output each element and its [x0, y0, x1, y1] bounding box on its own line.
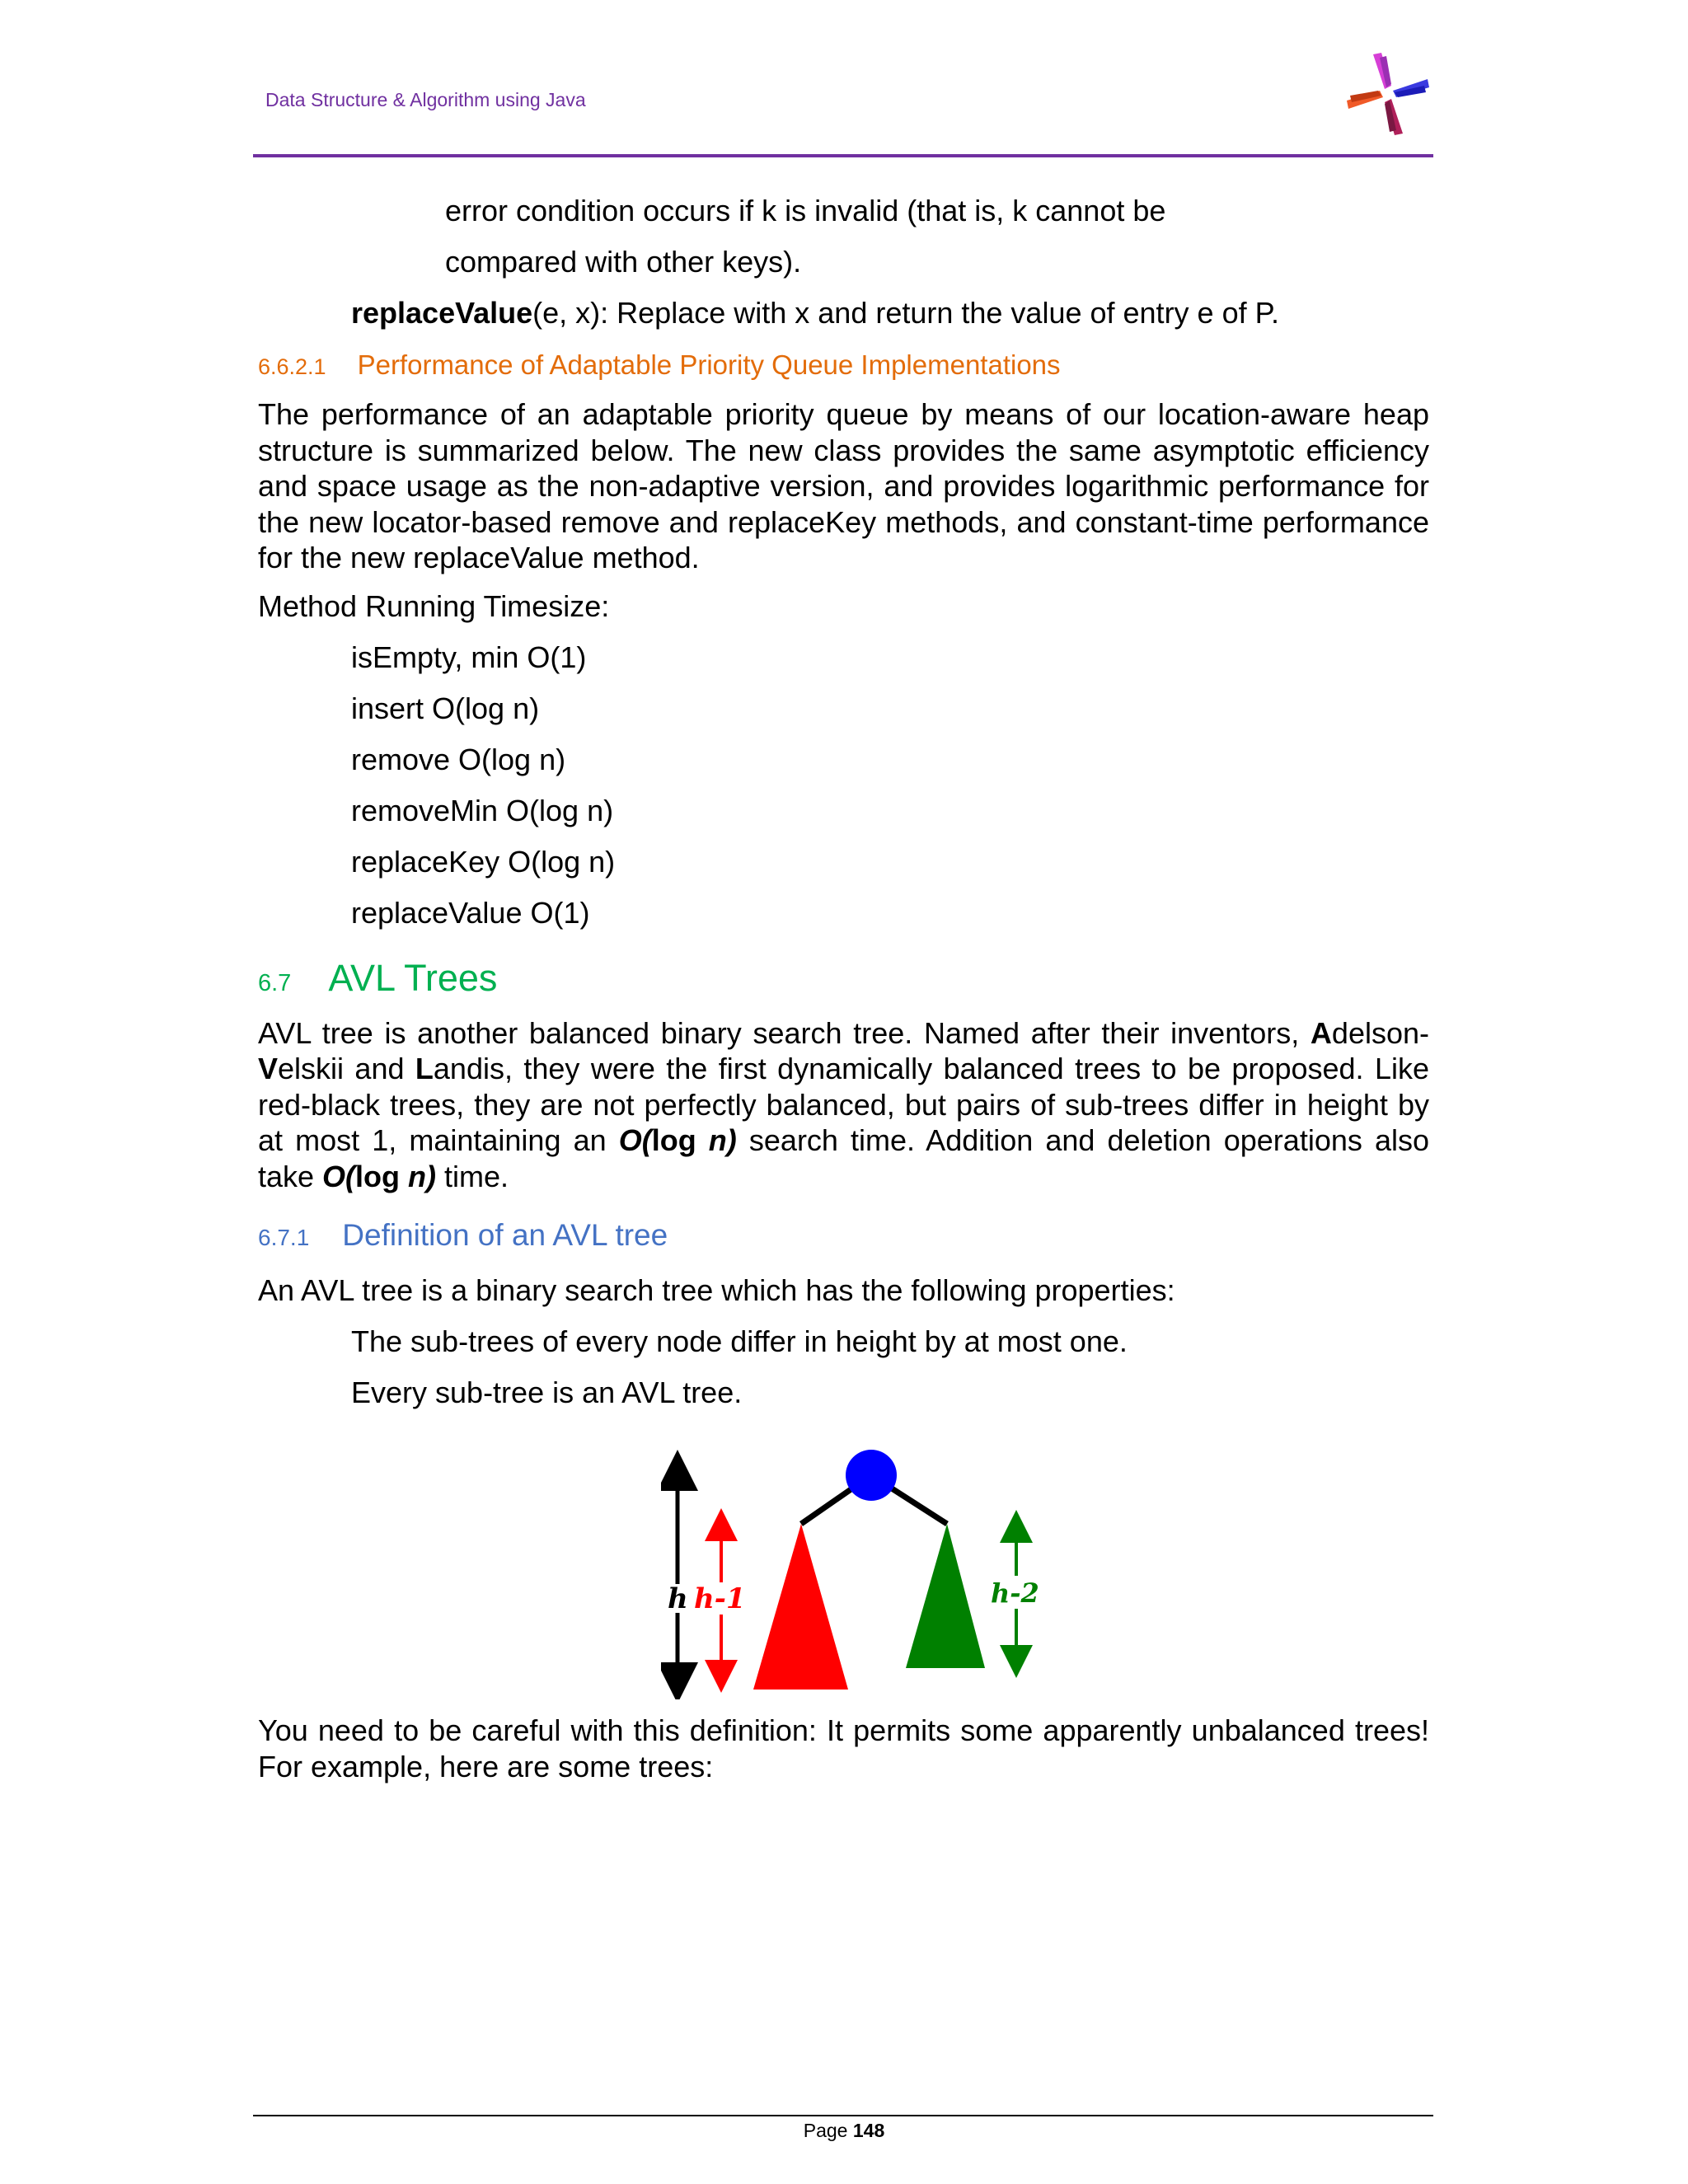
heading-6621: [258, 345, 1429, 387]
heading-67: [258, 952, 1429, 1014]
heading-671-title: Definition of an AVL tree: [342, 1218, 668, 1252]
heading-671: [258, 1212, 1429, 1265]
logo-icon: [1342, 51, 1434, 137]
closing-paragraph: You need to be careful with this definition: It permits some apparently unbalanced trees! For example, here are some trees:: [258, 1713, 1429, 1783]
heading-6621-title: Performance of Adaptable Priority Queue Implementations: [357, 349, 1061, 380]
footer-rule: [253, 2115, 1433, 2116]
performance-paragraph: The performance of an adaptable priority queue by means of our location-aware heap structure is summarized below. The new class provides the same asymptotic efficiency and space usage as the non-adaptive version, and provides logarithmic performance for the new locator-based remove and replaceKey methods, and constant-time performance for the new replaceValue method.: [258, 397, 1429, 574]
method-table-title: Method Running Timesize:: [258, 588, 610, 623]
avl-property: Every sub-tree is an AVL tree.: [351, 1376, 743, 1409]
root-node: [846, 1450, 897, 1501]
page-footer: [0, 2120, 1688, 2142]
error-line-1: error condition occurs if k is invalid (that is, k cannot be: [445, 194, 1166, 227]
header-rule: [253, 154, 1433, 157]
page-label: Page: [803, 2120, 853, 2141]
heading-67-title: AVL Trees: [328, 956, 498, 999]
replace-value-description: (e, x): Replace with x and return the value of entry e of P.: [532, 296, 1279, 330]
method-item: remove O(log n): [351, 742, 566, 776]
left-subtree: [753, 1524, 848, 1690]
heading-67-number: 6.7: [258, 969, 292, 996]
replace-value-line: [258, 288, 1429, 339]
heading-6621-number: 6.6.2.1: [258, 354, 326, 379]
h-label: h: [668, 1582, 688, 1615]
avl-definition-intro: An AVL tree is a binary search tree which has the following properties:: [258, 1273, 1175, 1307]
avl-property: The sub-trees of every node differ in height by at most one.: [351, 1324, 1128, 1358]
avl-intro-paragraph: AVL tree is another balanced binary search tree. Named after their inventors, Adelson- Velskii and Landis, they were the first dynamically balanced trees to be proposed. Like red-black trees, they are not perfectly balanced, but pairs of sub-trees differ in height by at most 1, maintaining an O(log n) search time. Addition and deletion operations also take O(log n) time.: [258, 1015, 1430, 1193]
right-subtree: [906, 1524, 985, 1668]
method-item: removeMin O(log n): [351, 793, 614, 827]
method-item: replaceKey O(log n): [351, 844, 616, 879]
h-minus-2-label: h-2: [991, 1577, 1039, 1609]
error-line-2: compared with other keys).: [445, 245, 802, 279]
method-item: insert O(log n): [351, 691, 540, 725]
page-number: 148: [852, 2120, 885, 2141]
replace-value-method: replaceValue: [351, 296, 533, 330]
heading-671-number: 6.7.1: [258, 1225, 310, 1250]
method-item: replaceValue O(1): [351, 895, 590, 930]
h-minus-1-label: h-1: [694, 1582, 746, 1615]
header-title: Data Structure & Algorithm using Java: [265, 89, 586, 110]
method-item: isEmpty, min O(1): [351, 640, 587, 674]
avl-height-diagram: [661, 1444, 1057, 1699]
